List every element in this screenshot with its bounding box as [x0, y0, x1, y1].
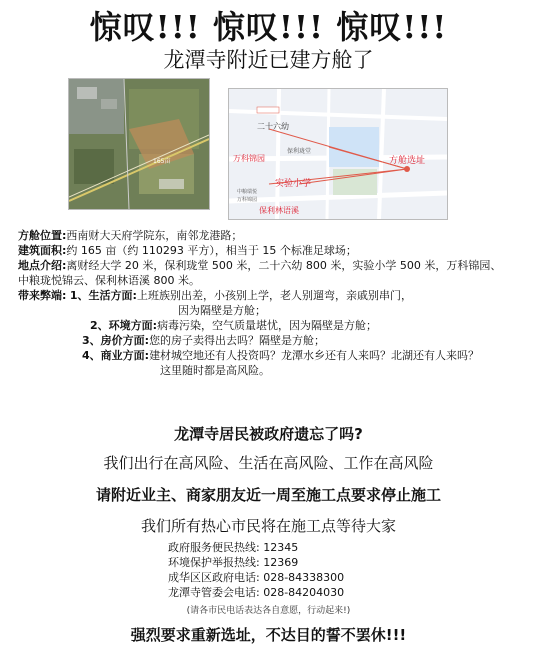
info-location-label: 方舱位置:: [18, 229, 67, 242]
map-label-vanke-small: 万科锦园: [237, 197, 258, 203]
info-distance: [18, 258, 533, 273]
phone-label: 龙潭寺管委会电话:: [168, 586, 260, 599]
map-label-vanke-left: 万科锦园: [233, 154, 265, 163]
risk-statement: 我们出行在高风险、生活在高风险、工作在高风险: [103, 454, 434, 472]
info-risk2-value: 病毒污染，空气质量堪忧，因为隔壁是方舱；: [157, 319, 378, 332]
info-risk4-label: 4、商业方面:: [82, 349, 150, 362]
map-label-site: 方舱选址: [389, 156, 426, 166]
question-heading: 龙潭寺居民被政府遗忘了吗?: [174, 425, 363, 443]
info-risk-3: [18, 333, 533, 348]
headline: 惊叹!!! 惊叹!!! 惊叹!!!: [89, 8, 448, 46]
street-map-graphic: [229, 89, 447, 219]
subtitle: 龙潭寺附近已建方舱了: [163, 48, 374, 72]
info-risk3-value: 您的房子卖得出去吗？隔壁是方舱；: [149, 334, 326, 347]
phone-label: 成华区区政府电话:: [168, 571, 260, 584]
info-distance-cont: 中粮珑悦锦云、保利林语溪 800 米。: [18, 274, 200, 287]
info-location: [18, 228, 533, 243]
phone-row: [168, 555, 398, 570]
waiting-statement: 我们所有热心市民将在施工点等待大家: [140, 517, 396, 535]
info-risk-1: [18, 288, 533, 303]
phone-number: 028-84204030: [263, 586, 345, 599]
map-label-kindergarten: 二十六幼: [257, 122, 289, 131]
info-risk-label: 带来弊端:: [18, 289, 67, 302]
phone-label: 政府服务便民热线:: [168, 541, 260, 554]
info-block: [18, 228, 533, 378]
map-label-shiyan: 实验小学: [275, 179, 312, 189]
info-area-label: 建筑面积:: [18, 244, 67, 257]
phone-row: [168, 585, 398, 600]
call-to-action: 请附近业主、商家朋友近一周至施工点要求停止施工: [95, 486, 441, 504]
info-distance-value: 离财经大学 20 米，保利珑堂 500 米，二十六幼 800 米，实验小学 500 米，万科锦园、: [66, 259, 502, 272]
info-risk1-cont: 因为隔壁是方舱；: [178, 304, 266, 317]
phone-row: [168, 540, 398, 555]
info-risk4-value: 建材城空地还有人投资吗？龙潭水乡还有人来吗？北湖还有人来吗？: [149, 349, 480, 362]
info-location-value: 西南财大天府学院东，南邻龙港路；: [66, 229, 243, 242]
street-map: [228, 88, 448, 220]
info-distance-label: 地点介绍:: [18, 259, 67, 272]
info-risk2-label: 2、环境方面:: [90, 319, 158, 332]
map-label-zhongliang: 中粮瑞悦: [237, 189, 258, 195]
phone-list: [168, 540, 398, 600]
phone-number: 12369: [263, 556, 299, 569]
phone-row: [168, 570, 398, 585]
info-risk3-label: 3、房价方面:: [82, 334, 150, 347]
satellite-map-graphic: [69, 79, 209, 209]
info-risk-4: [18, 348, 533, 363]
note-text: (请各市民电话表达各自意愿，行动起来!): [186, 606, 351, 616]
info-risk4-cont: 这里随时都是高风险。: [160, 364, 270, 377]
info-risk1-label: 1、生活方面:: [69, 289, 137, 302]
info-area: [18, 243, 533, 258]
satellite-map-label: 165亩: [153, 158, 171, 165]
phone-number: 12345: [263, 541, 299, 554]
satellite-map: [68, 78, 210, 210]
final-demand: 强烈要求重新选址，不达目的誓不罢休!!!: [130, 626, 407, 644]
info-risk-2: [18, 318, 533, 333]
info-area-value: 约 165 亩（约 110293 平方），相当于 15 个标准足球场；: [66, 244, 357, 257]
phone-label: 环境保护举报热线:: [168, 556, 260, 569]
map-label-linyuxi: 保利林语溪: [259, 206, 299, 215]
phone-number: 028-84338300: [263, 571, 345, 584]
map-label-baoli: 保利珑堂: [287, 148, 312, 155]
info-risk1-value: 上班族别出差，小孩别上学，老人别遛弯，亲戚别串门，: [136, 289, 412, 302]
